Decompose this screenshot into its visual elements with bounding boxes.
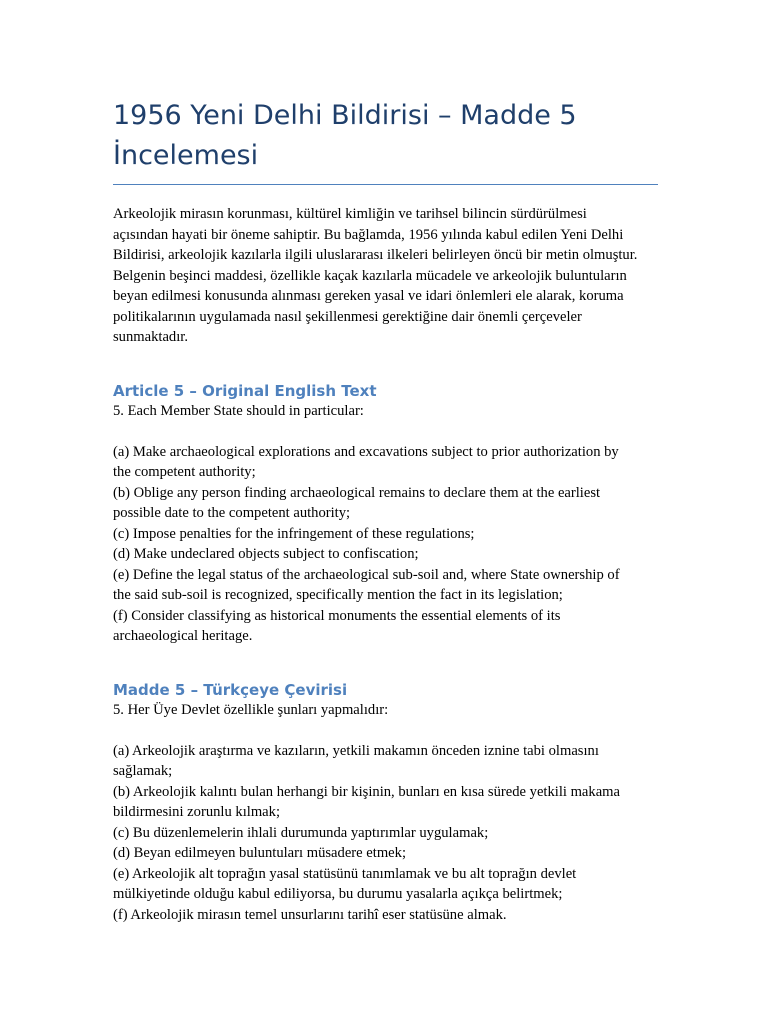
english-section-heading: Article 5 – Original English Text (113, 381, 377, 400)
english-item-line: the said sub-soil is recognized, specifically mention the fact in its legislation; (113, 587, 563, 603)
document-title (113, 96, 658, 185)
english-lead: 5. Each Member State should in particular: (113, 402, 364, 419)
intro-line: beyan edilmesi konusunda alınması gereken yasal ve idari önlemleri ele alarak, koruma (113, 288, 624, 304)
title-line-1: 1956 Yeni Delhi Bildirisi – Madde 5 (113, 100, 577, 131)
turkish-item-line: bildirmesini zorunlu kılmak; (113, 804, 280, 820)
intro-line: Belgenin beşinci maddesi, özellikle kaçak kazılarla mücadele ve arkeolojik buluntuların (113, 267, 627, 284)
intro-line: açısından hayati bir öneme sahiptir. Bu bağlamda, 1956 yılında kabul edilen Yeni Delhi (113, 226, 624, 243)
english-item-line: (e) Define the legal status of the archaeological sub-soil and, where State ownership of (113, 566, 620, 583)
intro-paragraph (113, 204, 658, 348)
english-items (113, 442, 658, 647)
intro-line: politikalarının uygulamada nasıl şekillenmesi gerektiğine dair önemli çerçeveler (113, 308, 582, 325)
turkish-item-line: (b) Arkeolojik kalıntı bulan herhangi bir kişinin, bunları en kısa sürede yetkili makama (113, 783, 621, 800)
english-item-line: the competent authority; (113, 464, 256, 480)
intro-line: Bildirisi, arkeolojik kazılarla ilgili uluslararası ilkeleri belirleyen öncü bir metin olmuştur. (113, 247, 638, 263)
english-item-line: possible date to the competent authority; (113, 505, 351, 521)
turkish-item-line: (f) Arkeolojik mirasın temel unsurlarını tarihî eser statüsüne almak. (113, 906, 507, 923)
turkish-item-line: mülkiyetinde olduğu kabul ediliyorsa, bu durumu yasalarla açıkça belirtmek; (113, 886, 563, 902)
turkish-item-line: (d) Beyan edilmeyen buluntuları müsadere etmek; (113, 845, 406, 861)
english-item-line: archaeological heritage. (113, 628, 253, 644)
english-item-line: (c) Impose penalties for the infringement of these regulations; (113, 525, 475, 542)
intro-line: sunmaktadır. (113, 329, 188, 345)
turkish-items (113, 741, 658, 926)
turkish-lead: 5. Her Üye Devlet özellikle şunları yapmalıdır: (113, 701, 389, 718)
title-line-2: İncelemesi (113, 140, 259, 171)
english-item-line: (d) Make undeclared objects subject to confiscation; (113, 546, 419, 562)
english-item-line: (b) Oblige any person finding archaeological remains to declare them at the earliest (113, 484, 601, 501)
intro-line: Arkeolojik mirasın korunması, kültürel kimliğin ve tarihsel bilincin sürdürülmesi (113, 206, 587, 222)
blank-line (113, 720, 658, 741)
document-page (113, 96, 658, 925)
turkish-item-line: (e) Arkeolojik alt toprağın yasal statüsünü tanımlamak ve bu alt toprağın devlet (113, 865, 577, 882)
turkish-item-line: (a) Arkeolojik araştırma ve kazıların, yetkili makamın önceden iznine tabi olmasını (113, 742, 599, 759)
turkish-item-line: (c) Bu düzenlemelerin ihlali durumunda yaptırımlar uygulamak; (113, 824, 489, 841)
blank-line (113, 421, 658, 442)
english-item-line: (f) Consider classifying as historical monuments the essential elements of its (113, 607, 561, 624)
turkish-section-heading: Madde 5 – Türkçeye Çevirisi (113, 680, 348, 699)
turkish-item-line: sağlamak; (113, 763, 173, 779)
english-item-line: (a) Make archaeological explorations and excavations subject to prior authorization by (113, 443, 619, 460)
